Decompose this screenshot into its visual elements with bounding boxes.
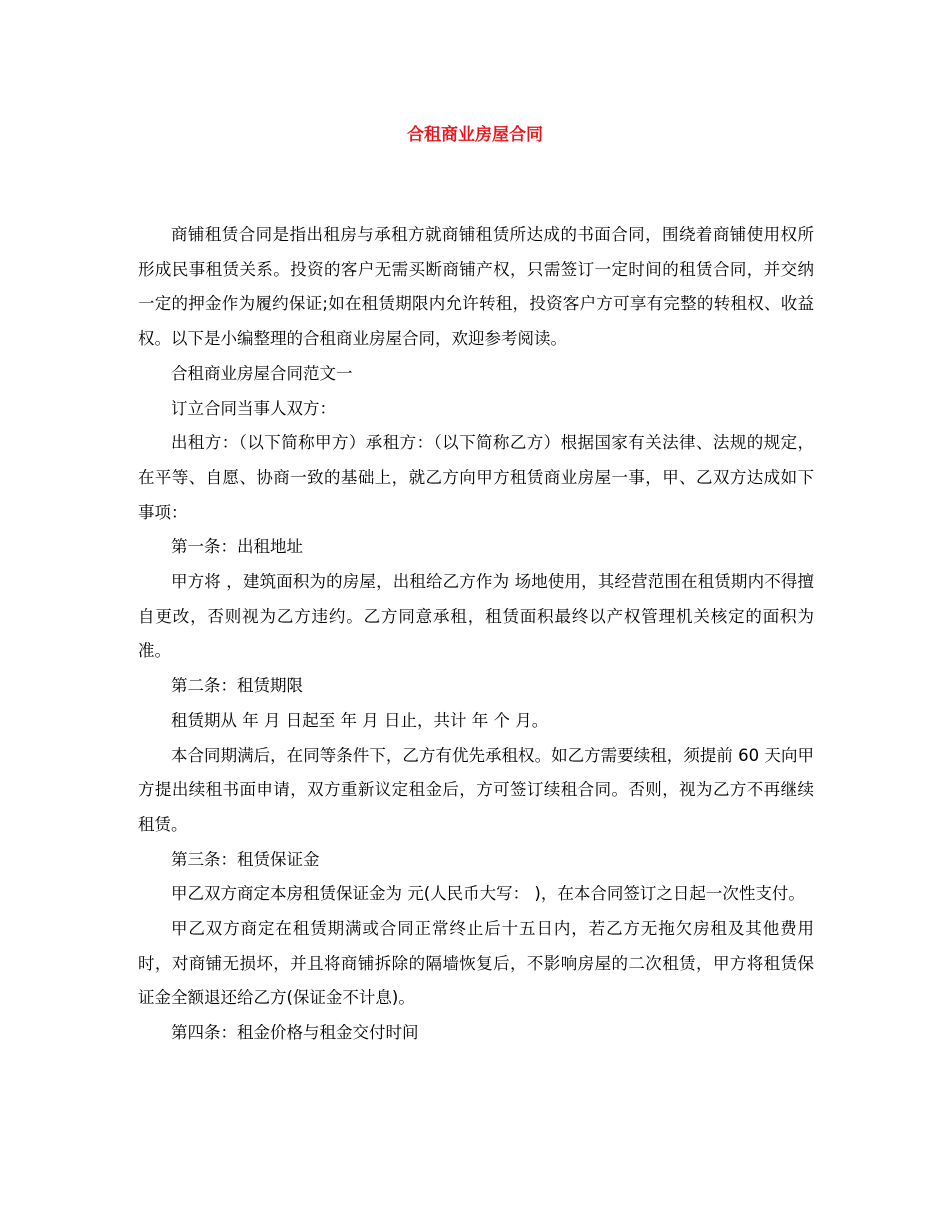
- intro-paragraph: 商铺租赁合同是指出租房与承租方就商铺租赁所达成的书面合同，围绕着商铺使用权所形成民事租赁关系。投资的客户无需买断商铺产权，只需签订一定时间的租赁合同，并交纳一定的押金作为履约保证;如在租赁期限内允许转租，投资客户方可享有完整的转租权、收益权。以下是小编整理的合租商业房屋合同，欢迎参考阅读。: [138, 225, 814, 349]
- parties-heading: 订立合同当事人双方：: [171, 398, 336, 418]
- article-2-paragraph-1: 租赁期从 年 月 日起至 年 月 日止，共计 年 个 月。: [171, 710, 549, 730]
- document-body: [138, 218, 814, 1051]
- article-1-paragraph: 甲方将 ，建筑面积为的房屋，出租给乙方作为 场地使用，其经营范围在租赁期内不得擅自更改，否则视为乙方违约。乙方同意承租，租赁面积最终以产权管理机关核定的面积为准。: [138, 572, 814, 661]
- article-3-heading: 第三条：租赁保证金: [171, 849, 320, 869]
- article-2-paragraph-2: 本合同期满后，在同等条件下，乙方有优先承租权。如乙方需要续租，须提前 60 天向甲方提出续租书面申请，双方重新议定租金后，方可签订续租合同。否则，视为乙方不再继续租赁。: [138, 745, 814, 834]
- article-1-heading: 第一条：出租地址: [171, 537, 303, 557]
- article-3-paragraph-1: 甲乙双方商定本房租赁保证金为 元(人民币大写： )，在本合同签订之日起一次性支付。: [171, 884, 805, 904]
- document-title: 合租商业房屋合同: [407, 125, 543, 145]
- parties-paragraph: 出租方：（以下简称甲方）承租方：（以下简称乙方）根据国家有关法律、法规的规定，在平等、自愿、协商一致的基础上，就乙方向甲方租赁商业房屋一事，甲、乙双方达成如下事项：: [138, 433, 814, 522]
- article-2-heading: 第二条：租赁期限: [171, 676, 303, 696]
- article-3-paragraph-2: 甲乙双方商定在租赁期满或合同正常终止后十五日内，若乙方无拖欠房租及其他费用时，对商铺无损坏，并且将商铺拆除的隔墙恢复后，不影响房屋的二次租赁，甲方将租赁保证金全额退还给乙方(保证金不计息)。: [138, 919, 814, 1008]
- article-4-heading: 第四条：租金价格与租金交付时间: [171, 1023, 419, 1043]
- sample-heading: 合租商业房屋合同范文一: [171, 363, 353, 383]
